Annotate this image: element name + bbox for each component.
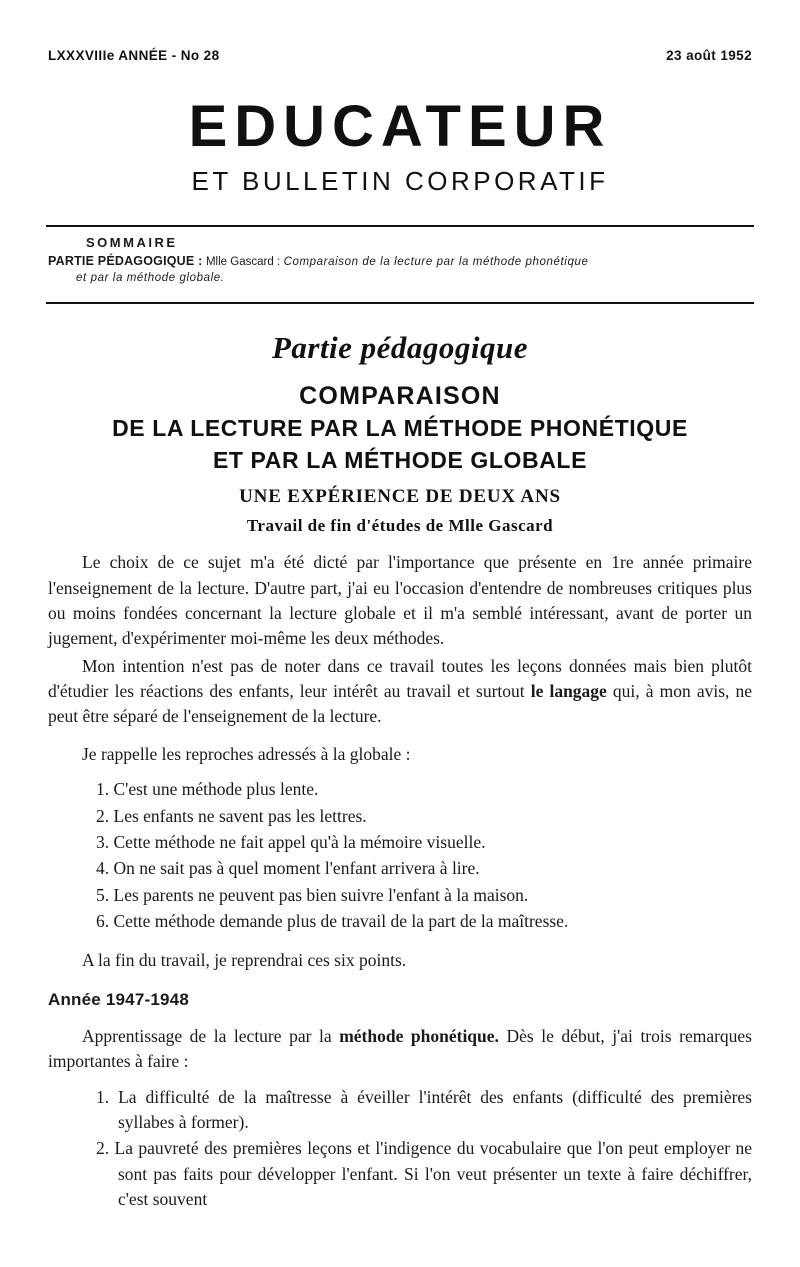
paragraph-2 [48,654,752,730]
sommaire-entry [48,253,752,286]
sommaire-label: SOMMAIRE [86,235,178,250]
article-heading-main: COMPARAISON [299,382,501,411]
article-body-3 [44,1024,756,1075]
paragraph-5-after: Dès le début, j'ai trois remarques importantes à faire : [48,1025,752,1072]
paragraph-2-after: qui, à mon avis, ne peut être séparé de l'enseignement de la lecture. [48,681,752,727]
list-item: 4. On ne sait pas à quel moment l'enfant arrivera à lire. [96,858,480,879]
article-body-2 [44,948,756,973]
year-heading: Année 1947-1948 [48,989,189,1009]
paragraph-3: Je rappelle les reproches adressés à la globale : [82,743,411,764]
paragraph-5-emphasis: méthode phonétique. [339,1025,499,1046]
issue-date: 23 août 1952 [666,48,752,63]
article-heading-experience: UNE EXPÉRIENCE DE DEUX ANS [239,486,561,508]
list-item: 1. La difficulté de la maîtresse à éveiller l'intérêt des enfants (difficulté des premières syllabes à former). [96,1086,752,1132]
reproaches-list [44,777,756,934]
article-body [44,550,756,767]
article-heading-sub-line2: ET PAR LA MÉTHODE GLOBALE [212,446,588,473]
journal-title: EDUCATEUR [188,94,612,159]
masthead-line [44,48,756,63]
list-item: 1. C'est une méthode plus lente. [96,779,319,800]
list-item: 3. Cette méthode ne fait appel qu'à la mémoire visuelle. [96,831,486,852]
sommaire-block [44,227,756,290]
list-item: 6. Cette méthode demande plus de travail de la part de la maîtresse. [96,911,569,932]
paragraph-2-before: Mon intention n'est pas de noter dans ce travail toutes les leçons données mais bien plutôt d'étudier les réactions des enfants, leur intérêt au travail et surtout [48,655,752,702]
remarks-list [44,1085,756,1213]
sommaire-section: PARTIE PÉDAGOGIQUE : [48,254,203,268]
journal-subtitle: ET BULLETIN CORPORATIF [191,166,609,196]
paragraph-4: A la fin du travail, je reprendrai ces six points. [82,950,407,971]
paragraph-5 [48,1024,752,1075]
paragraph-5-before: Apprentissage de la lecture par la [82,1025,340,1046]
issue-number: LXXXVIIIe ANNÉE - No 28 [48,48,220,63]
list-item: 2. La pauvreté des premières leçons et l'indigence du vocabulaire que l'on peut employer ne sont pas faits pour développer l'enfant. Si l'on veut présenter un texte à faire déchiffrer, c'est souvent [96,1138,752,1210]
divider-bottom [46,302,754,304]
list-item: 2. Les enfants ne savent pas les lettres. [96,805,367,826]
sommaire-title-line2: et par la méthode globale. [76,271,225,284]
section-heading-script: Partie pédagogique [271,330,529,366]
sommaire-author: Mlle Gascard : [205,256,281,268]
sommaire-title-line1: Comparaison de la lecture par la méthode phonétique [283,256,589,268]
article-heading-work: Travail de fin d'études de Mlle Gascard [246,516,554,536]
list-item: 5. Les parents ne peuvent pas bien suivre l'enfant à la maison. [96,884,529,905]
paragraph-2-emphasis: le langage [530,681,607,702]
article-heading-sub-line1: DE LA LECTURE PAR LA MÉTHODE PHONÉTIQUE [112,415,688,442]
paragraph-1: Le choix de ce sujet m'a été dicté par l'importance que présente en 1re année primaire l'enseignement de la lecture. D'autre part, j'ai eu l'occasion d'entendre de nombreuses critiques plus ou moins fondées concernant la lecture globale et il m'a semblé intéressant, avant de porter un jugement, d'expérimenter moi-même les deux méthodes. [48,552,752,649]
article-heading-group [44,382,756,536]
